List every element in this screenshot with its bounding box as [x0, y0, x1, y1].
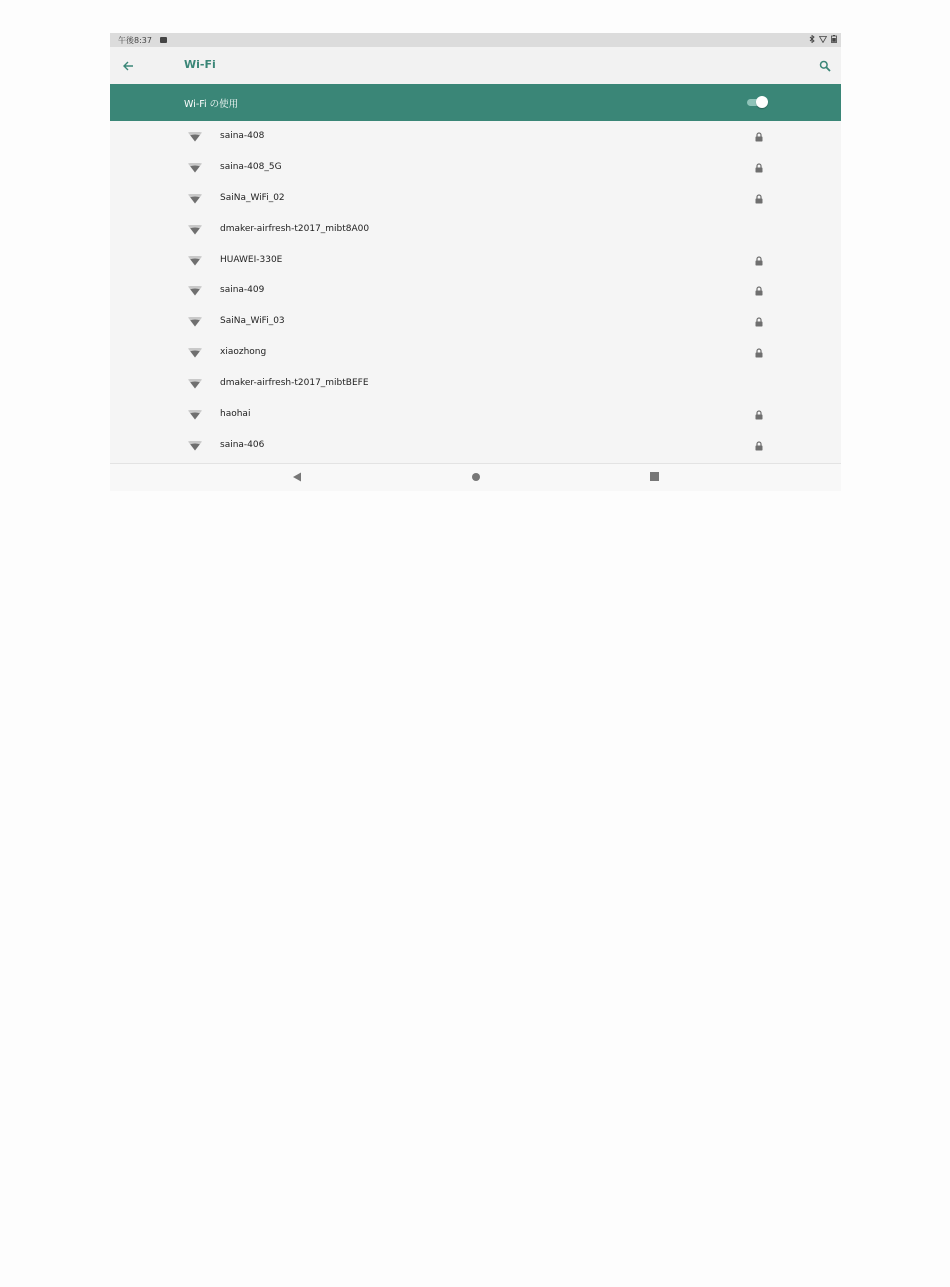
- search-button[interactable]: [815, 56, 835, 76]
- image-icon: [160, 37, 167, 43]
- status-time: 午後8:37: [118, 35, 152, 45]
- back-triangle-icon[interactable]: [292, 472, 302, 482]
- wifi-signal-icon: [188, 132, 202, 142]
- recents-square-icon[interactable]: [650, 472, 659, 481]
- switch-thumb: [756, 96, 768, 108]
- network-ssid: haohai: [220, 409, 251, 420]
- navigation-bar: [110, 463, 841, 491]
- network-row[interactable]: [110, 400, 841, 431]
- network-ssid: saina-408_5G: [220, 161, 282, 172]
- lock-icon: [755, 256, 763, 266]
- lock-icon: [755, 163, 763, 173]
- network-row[interactable]: [110, 246, 841, 277]
- app-bar: [110, 47, 841, 84]
- back-button[interactable]: [118, 56, 138, 76]
- lock-icon: [755, 132, 763, 142]
- network-row[interactable]: [110, 369, 841, 400]
- wifi-signal-icon: [188, 441, 202, 451]
- network-ssid: saina-409: [220, 285, 265, 296]
- network-ssid: xiaozhong: [220, 347, 267, 358]
- network-row[interactable]: [110, 153, 841, 184]
- wifi-signal-icon: [188, 348, 202, 358]
- network-row[interactable]: [110, 307, 841, 338]
- bluetooth-icon: [809, 35, 815, 45]
- lock-icon: [755, 317, 763, 327]
- wifi-signal-icon: [188, 163, 202, 173]
- network-row[interactable]: [110, 122, 841, 153]
- wifi-toggle-label: Wi-Fi の使用: [184, 99, 239, 110]
- lock-icon: [755, 410, 763, 420]
- network-list: [110, 122, 841, 462]
- wifi-signal-icon: [188, 256, 202, 266]
- wifi-signal-icon: [819, 36, 827, 45]
- status-bar: [110, 33, 841, 47]
- wifi-signal-icon: [188, 317, 202, 327]
- battery-icon: [831, 35, 837, 45]
- network-ssid: saina-406: [220, 439, 265, 450]
- lock-icon: [755, 286, 763, 296]
- wifi-signal-icon: [188, 379, 202, 389]
- network-row[interactable]: [110, 276, 841, 307]
- network-row[interactable]: [110, 184, 841, 215]
- network-ssid: SaiNa_WiFi_03: [220, 316, 285, 327]
- page-title: Wi-Fi: [184, 58, 216, 71]
- network-ssid: dmaker-airfresh-t2017_mibtBEFE: [220, 378, 369, 389]
- wifi-signal-icon: [188, 410, 202, 420]
- network-ssid: dmaker-airfresh-t2017_mibt8A00: [220, 223, 370, 234]
- wifi-toggle-row[interactable]: [110, 84, 841, 121]
- home-circle-icon[interactable]: [471, 472, 481, 482]
- search-icon: [819, 60, 831, 72]
- network-row[interactable]: [110, 431, 841, 462]
- lock-icon: [755, 194, 763, 204]
- network-ssid: saina-408: [220, 131, 265, 141]
- lock-icon: [755, 441, 763, 451]
- wifi-signal-icon: [188, 286, 202, 296]
- wifi-signal-icon: [188, 225, 202, 235]
- network-row[interactable]: [110, 338, 841, 369]
- lock-icon: [755, 348, 763, 358]
- wifi-switch[interactable]: [747, 96, 767, 110]
- network-row[interactable]: [110, 215, 841, 246]
- android-screen: [110, 33, 841, 491]
- wifi-signal-icon: [188, 194, 202, 204]
- network-ssid: SaiNa_WiFi_02: [220, 192, 285, 203]
- network-ssid: HUAWEI-330E: [220, 254, 283, 265]
- arrow-left-icon: [122, 60, 134, 72]
